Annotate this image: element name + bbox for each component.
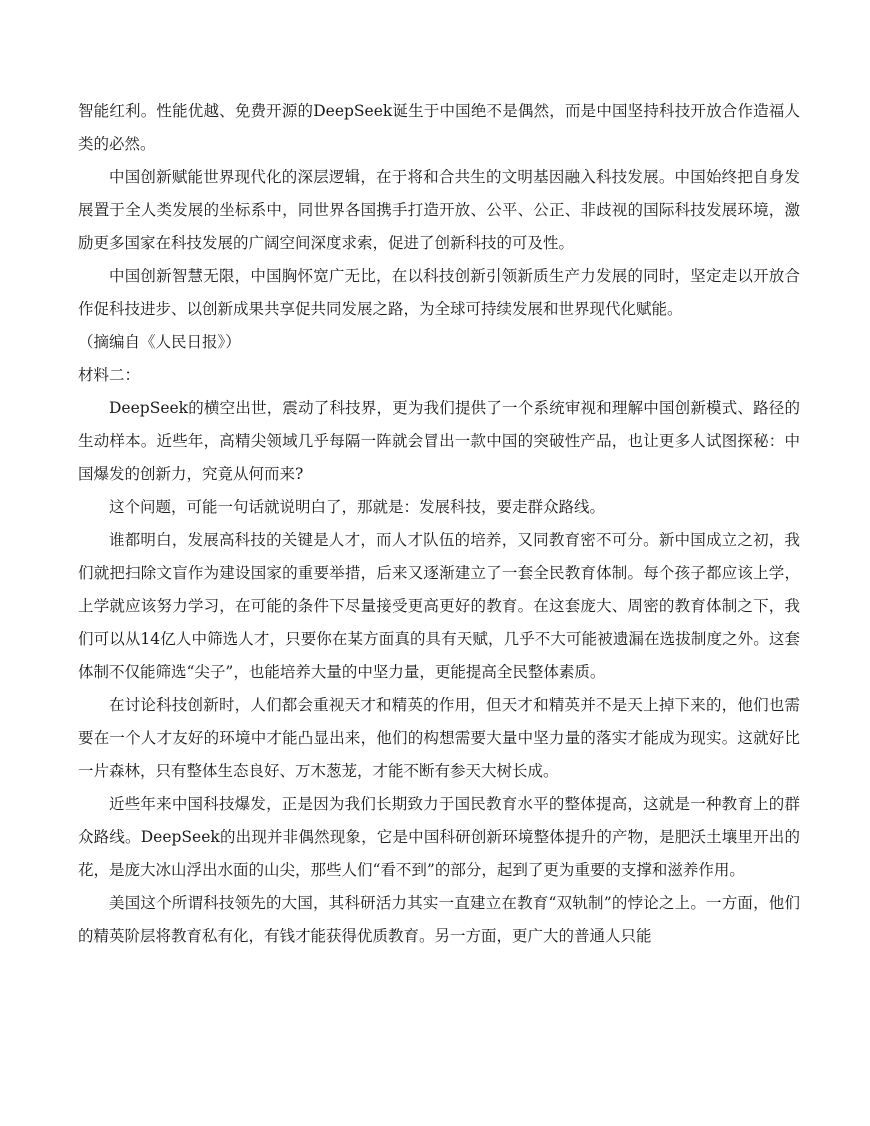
paragraph-8: 近些年来中国科技爆发，正是因为我们长期致力于国民教育水平的整体提高，这就是一种教育上的群众路线。DeepSeek的出现并非偶然现象，它是中国科研创新环境整体提升的产物，是肥沃土壤里开出的花，是庞大冰山浮出水面的山尖，那些人们“看不到”的部分，起到了更为重要的支撑和滋养作用。: [78, 795, 800, 879]
paragraph-2: 中国创新赋能世界现代化的深层逻辑，在于将和合共生的文明基因融入科技发展。中国始终把自身发展置于全人类发展的坐标系中，同世界各国携手打造开放、公平、公正、非歧视的国际科技发展环境，激励更多国家在科技发展的广阔空间深度求索，促进了创新科技的可及性。: [78, 168, 800, 252]
paragraph-7: 在讨论科技创新时，人们都会重视天才和精英的作用，但天才和精英并不是天上掉下来的，他们也需要在一个人才友好的环境中才能凸显出来，他们的构想需要大量中坚力量的落实才能成为现实。这就好比一片森林，只有整体生态良好、万木葱茏，才能不断有参天大树长成。: [78, 696, 800, 780]
paragraph-6: 谁都明白，发展高科技的关键是人才，而人才队伍的培养，又同教育密不可分。新中国成立之初，我们就把扫除文盲作为建设国家的重要举措，后来又逐渐建立了一套全民教育体制。每个孩子都应该上学，上学就应该努力学习，在可能的条件下尽量接受更高更好的教育。在这套庞大、周密的教育体制之下，我们可以从14亿人中筛选人才，只要你在某方面真的具有天赋，几乎不大可能被遗漏在选拔制度之外。这套体制不仅能筛选“尖子”，也能培养大量的中坚力量，更能提高全民整体素质。: [78, 531, 800, 681]
material-two-heading: 材料二：: [78, 366, 141, 384]
document-body: [78, 95, 800, 953]
paragraph-4: DeepSeek的横空出世，震动了科技界，更为我们提供了一个系统审视和理解中国创新模式、路径的生动样本。近些年，高精尖领域几乎每隔一阵就会冒出一款中国的突破性产品，也让更多人试图探秘：中国爆发的创新力，究竟从何而来?: [78, 399, 800, 483]
paragraph-9: 美国这个所谓科技领先的大国，其科研活力其实一直建立在教育“双轨制”的悖论之上。一方面，他们的精英阶层将教育私有化，有钱才能获得优质教育。另一方面，更广大的普通人只能: [78, 894, 800, 945]
paragraph-3: 中国创新智慧无限，中国胸怀宽广无比，在以科技创新引领新质生产力发展的同时，坚定走以开放合作促科技进步、以创新成果共享促共同发展之路，为全球可持续发展和世界现代化赋能。: [78, 267, 800, 318]
source-citation: （摘编自《人民日报》）: [78, 333, 241, 351]
paragraph-5: 这个问题，可能一句话就说明白了，那就是：发展科技，要走群众路线。: [109, 498, 606, 516]
paragraph-1: 智能红利。性能优越、免费开源的DeepSeek诞生于中国绝不是偶然，而是中国坚持科技开放合作造福人类的必然。: [78, 102, 800, 153]
